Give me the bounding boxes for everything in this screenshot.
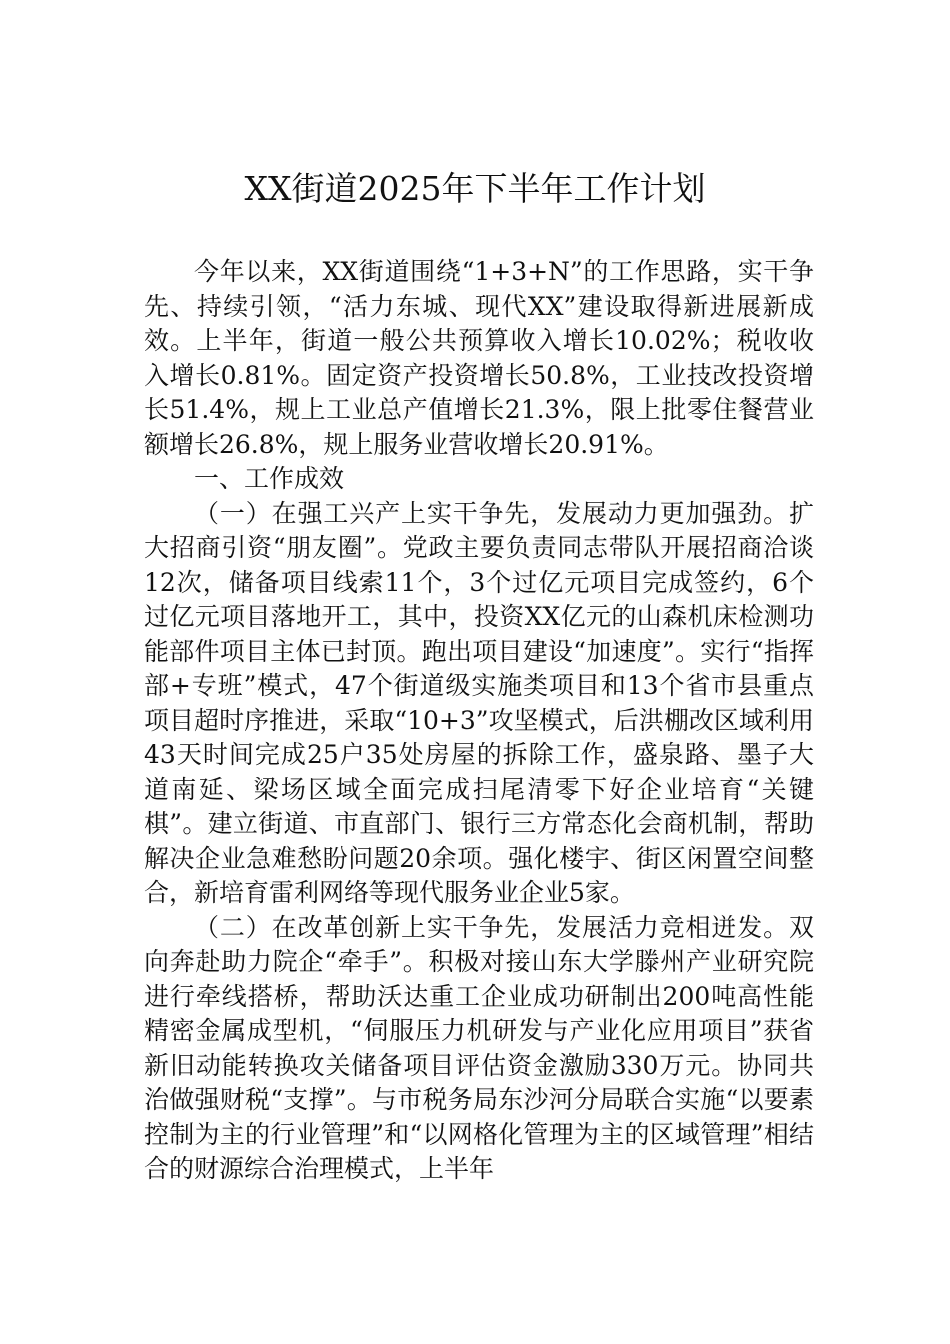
subsection-paragraph-1: （一）在强工兴产上实干争先，发展动力更加强劲。扩大招商引资“朋友圈”。党政主要负责同志带队开展招商洽谈12次，储备项目线索11个，3个过亿元项目完成签约，6个过亿元项目落地开工，其中，投资XX亿元的山森机床检测功能部件项目主体已封顶。跑出项目建设“加速度”。实行“指挥部+专班”模式，47个街道级实施类项目和13个省市县重点项目超时序推进，采取“10+3”攻坚模式，后洪棚改区域利用43天时间完成25户35处房屋的拆除工作，盛泉路、墨子大道南延、梁场区域全面完成扫尾清零下好企业培育“关键棋”。建立街道、市直部门、银行三方常态化会商机制，帮助解决企业急难愁盼问题20余项。强化楼宇、街区闲置空间整合，新培育雷利网络等现代服务业企业5家。 <box>144 498 814 907</box>
document-body <box>144 255 814 1187</box>
intro-paragraph: 今年以来，XX街道围绕“1+3+N”的工作思路，实干争先、持续引领，“活力东城、现代XX”建设取得新进展新成效。上半年，街道一般公共预算收入增长10.02%；税收收入增长0.81%。固定资产投资增长50.8%，工业技改投资增长51.4%，规上工业总产值增长21.3%，限上批零住餐营业额增长26.8%，规上服务业营收增长20.91%。 <box>144 257 814 459</box>
document-title: XX街道2025年下半年工作计划 <box>244 169 706 208</box>
subsection-paragraph-2: （二）在改革创新上实干争先，发展活力竞相迸发。双向奔赴助力院企“牵手”。积极对接山东大学滕州产业研究院进行牵线搭桥，帮助沃达重工企业成功研制出200吨高性能精密金属成型机，“伺服压力机研发与产业化应用项目”获省新旧动能转换攻关储备项目评估资金激励330万元。协同共治做强财税“支撑”。与市税务局东沙河分局联合实施“以要素控制为主的行业管理”和“以网格化管理为主的区域管理”相结合的财源综合治理模式，上半年 <box>144 912 814 1183</box>
section-heading-achievements: 一、工作成效 <box>194 464 345 493</box>
